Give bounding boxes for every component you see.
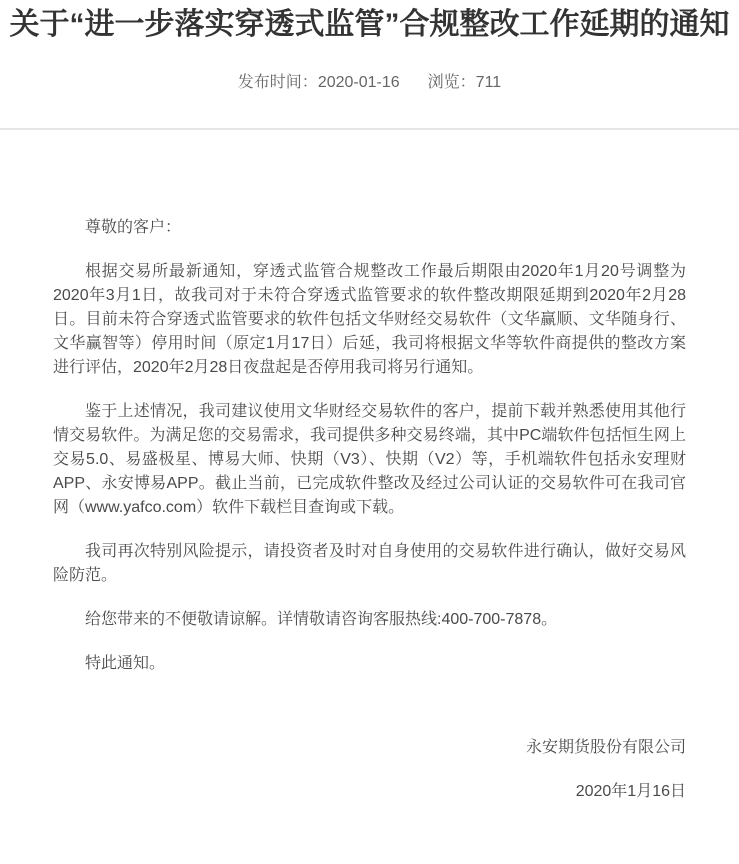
publish-time-value: 2020-01-16	[317, 74, 400, 91]
views-label: 浏览：	[427, 74, 476, 91]
signature-date: 2020年1月16日	[575, 783, 686, 800]
signature-company: 永安期货股份有限公司	[525, 739, 686, 756]
body-paragraph: 鉴于上述情况，我司建议使用文华财经交易软件的客户，提前下载并熟悉使用其他行情交易软件。为满足您的交易需求，我司提供多种交易终端，其中PC端软件包括恒生网上交易5.0、易盛极星、博易大师、快期（V3）、快期（V2）等，手机端软件包括永安理财APP、永安博易APP。截止当前，已完成软件整改及经过公司认证的交易软件可在我司官网（www.yafco.com）软件下载栏目查询或下载。	[53, 403, 686, 516]
body-paragraph: 特此通知。	[85, 655, 166, 672]
page-title: 关于“进一步落实穿透式监管”合规整改工作延期的通知	[9, 8, 730, 41]
meta-bar	[0, 72, 739, 94]
salutation: 尊敬的客户：	[85, 219, 182, 236]
body-paragraph: 我司再次特别风险提示，请投资者及时对自身使用的交易软件进行确认，做好交易风险防范。	[53, 543, 686, 584]
notice-content	[0, 130, 739, 834]
body-paragraph: 根据交易所最新通知，穿透式监管合规整改工作最后期限由2020年1月20号调整为2020年3月1日，故我司对于未符合穿透式监管要求的软件整改期限延期到2020年2月28日。目前未符合穿透式监管要求的软件包括文华财经交易软件（文华赢顺、文华随身行、文华赢智等）停用时间（原定1月17日）后延，我司将根据文华等软件商提供的整改方案进行评估，2020年2月28日夜盘起是否停用我司将另行通知。	[53, 263, 686, 376]
views-value: 711	[475, 74, 502, 91]
body-paragraphs	[53, 260, 686, 676]
body-paragraph: 给您带来的不便敬请谅解。详情敬请咨询客服热线:400-700-7878。	[85, 611, 558, 628]
publish-time-label: 发布时间：	[237, 74, 318, 91]
